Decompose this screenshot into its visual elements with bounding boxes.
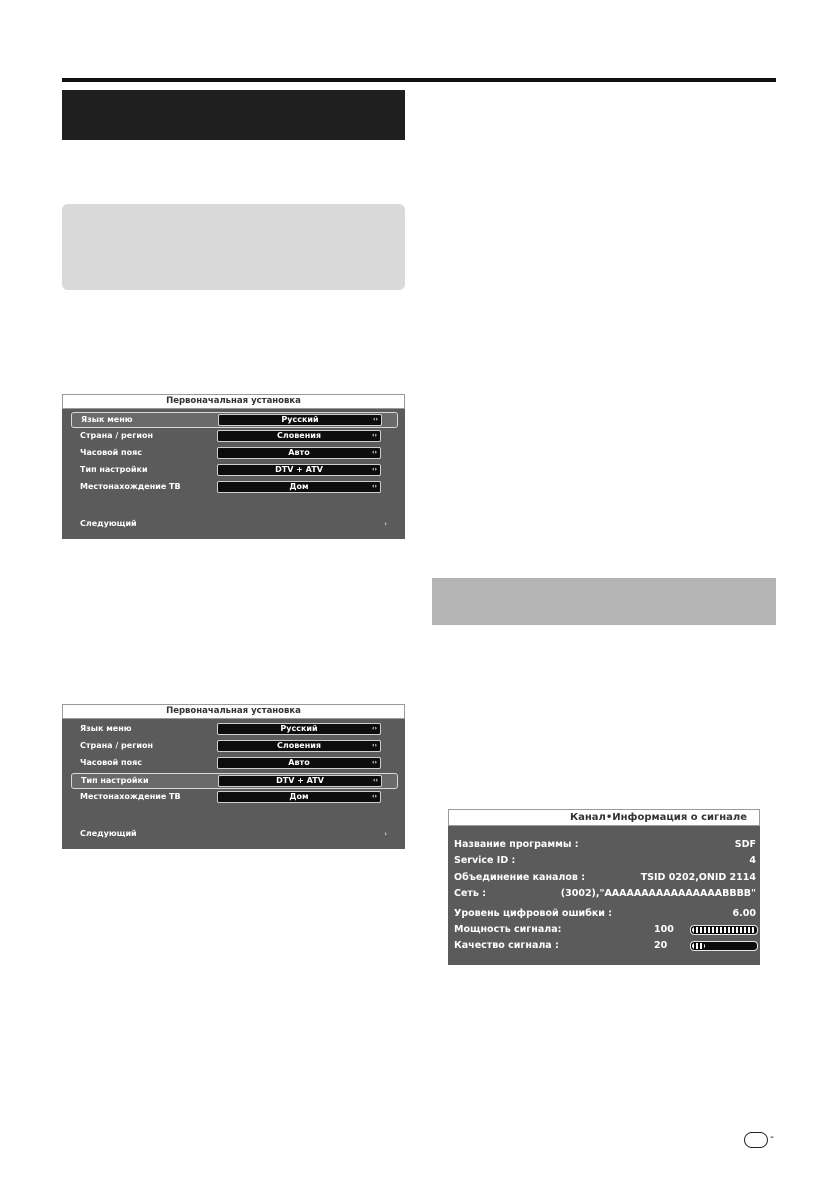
menu-row[interactable] — [71, 480, 396, 494]
menu-row-value[interactable] — [217, 740, 381, 752]
menu-row-value-text: Русский — [281, 415, 319, 424]
menu-row-label: Часовой пояс — [80, 448, 142, 457]
menu-row-value[interactable] — [217, 791, 381, 803]
left-right-arrows-icon: ‹› — [372, 449, 377, 456]
program-name-row — [454, 837, 756, 852]
signal-strength-label: Мощность сигнала: — [454, 924, 562, 935]
network-label: Сеть : — [454, 888, 487, 899]
menu-title: Первоначальная установка — [62, 394, 405, 409]
menu-row-label: Часовой пояс — [80, 758, 142, 767]
network-value: (3002),"AAAAAAAAAAAAAAAABBBB" — [560, 888, 756, 899]
chevron-right-icon: › — [384, 520, 387, 528]
left-right-arrows-icon: ‹› — [372, 793, 377, 800]
network-row — [454, 886, 756, 901]
menu-row[interactable] — [71, 773, 398, 789]
multiplex-label: Объединение каналов : — [454, 872, 586, 883]
menu-title: Первоначальная установка — [62, 704, 405, 719]
next-label: Следующий — [80, 519, 137, 528]
note-box — [62, 204, 405, 290]
menu-row-value-text: Словения — [277, 431, 321, 440]
signal-strength-fill — [692, 927, 756, 933]
left-right-arrows-icon: ‹› — [372, 725, 377, 732]
menu-row-value[interactable] — [218, 414, 382, 426]
menu-row[interactable] — [71, 446, 396, 460]
menu-row[interactable] — [71, 739, 396, 753]
menu-row-value[interactable] — [217, 430, 381, 442]
left-right-arrows-icon: ‹› — [373, 777, 378, 784]
left-right-arrows-icon: ‹› — [372, 742, 377, 749]
initial-setup-menu-1 — [62, 394, 405, 539]
menu-row-value-text: Словения — [277, 741, 321, 750]
left-right-arrows-icon: ‹› — [372, 483, 377, 490]
menu-row[interactable] — [71, 412, 398, 428]
language-badge — [744, 1132, 768, 1148]
section-bar — [432, 578, 776, 625]
menu-row-value[interactable] — [217, 757, 381, 769]
left-right-arrows-icon: ‹› — [372, 466, 377, 473]
signal-quality-bar — [690, 941, 758, 951]
next-button[interactable] — [71, 827, 396, 841]
menu-row-label: Страна / регион — [80, 431, 154, 440]
top-rule — [62, 78, 776, 82]
menu-row-value[interactable] — [217, 481, 381, 493]
multiplex-value: TSID 0202,ONID 2114 — [640, 872, 756, 883]
menu-row-value[interactable] — [218, 775, 382, 787]
menu-row-label: Местонахождение ТВ — [80, 482, 181, 491]
menu-row[interactable] — [71, 790, 396, 804]
left-right-arrows-icon: ‹› — [373, 416, 378, 423]
menu-row-label: Язык меню — [80, 724, 132, 733]
menu-row[interactable] — [71, 463, 396, 477]
menu-row-value-text: Авто — [288, 758, 310, 767]
menu-row-value-text: Дом — [289, 792, 309, 801]
section-heading-box — [62, 90, 405, 140]
multiplex-row — [454, 870, 756, 885]
ber-label: Уровень цифровой ошибки : — [454, 908, 613, 919]
menu-row-value-text: DTV + ATV — [276, 776, 324, 785]
chevron-right-icon: › — [384, 830, 387, 838]
signal-quality-label: Качество сигнала : — [454, 940, 559, 951]
menu-row-value-text: Русский — [280, 724, 318, 733]
menu-row-label: Местонахождение ТВ — [80, 792, 181, 801]
next-button[interactable] — [71, 517, 396, 531]
initial-setup-menu-2 — [62, 704, 405, 849]
left-right-arrows-icon: ‹› — [372, 432, 377, 439]
program-name-label: Название программы : — [454, 839, 579, 850]
menu-row-label: Тип настройки — [81, 776, 149, 785]
signal-quality-row — [454, 938, 756, 953]
signal-strength-value: 100 — [654, 924, 674, 935]
menu-row[interactable] — [71, 756, 396, 770]
next-label: Следующий — [80, 829, 137, 838]
page-number-marker: - — [770, 1130, 774, 1143]
menu-row-value-text: Дом — [289, 482, 309, 491]
menu-row-value-text: DTV + ATV — [275, 465, 323, 474]
menu-row-value[interactable] — [217, 447, 381, 459]
signal-panel-title: Канал•Информация о сигнале — [448, 809, 760, 826]
service-id-row — [454, 853, 756, 868]
menu-row[interactable] — [71, 429, 396, 443]
signal-strength-row — [454, 922, 756, 937]
menu-row-value[interactable] — [217, 464, 381, 476]
menu-row-value[interactable] — [217, 723, 381, 735]
signal-quality-fill — [692, 943, 705, 949]
left-right-arrows-icon: ‹› — [372, 759, 377, 766]
service-id-label: Service ID : — [454, 855, 516, 866]
program-name-value: SDF — [734, 839, 756, 850]
ber-row — [454, 906, 756, 921]
menu-row-label: Язык меню — [81, 415, 133, 424]
menu-row-label: Тип настройки — [80, 465, 148, 474]
menu-row-label: Страна / регион — [80, 741, 154, 750]
menu-row-value-text: Авто — [288, 448, 310, 457]
ber-value: 6.00 — [732, 908, 756, 919]
menu-row[interactable] — [71, 722, 396, 736]
signal-quality-value: 20 — [654, 940, 668, 951]
signal-strength-bar — [690, 925, 758, 935]
service-id-value: 4 — [749, 855, 756, 866]
signal-info-panel — [448, 809, 760, 965]
